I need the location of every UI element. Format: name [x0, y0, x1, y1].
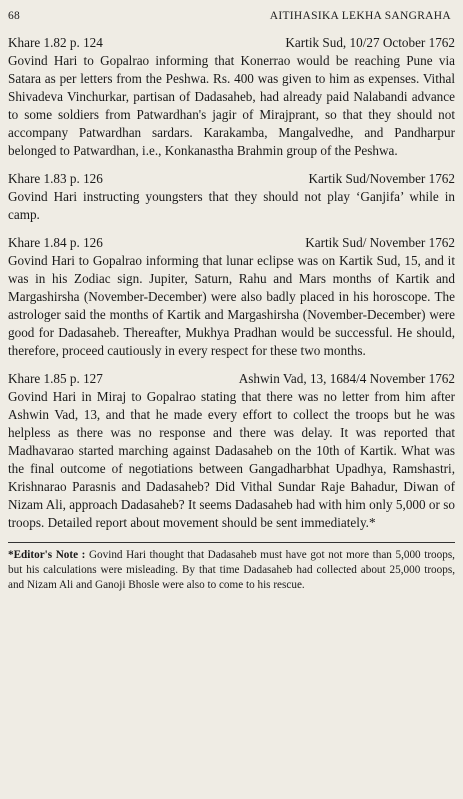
page-number: 68 — [8, 10, 21, 22]
entry-date: Kartik Sud/November 1762 — [308, 171, 455, 186]
entry-reference: Khare 1.83 p. 126 — [8, 171, 103, 186]
running-title: AITIHASIKA LEKHA SANGRAHA — [269, 10, 451, 22]
footnote-text: Govind Hari thought that Dadasaheb must have got not more than 5,000 troops, but his calculations were misleading. By that time Dadasaheb had collected about 25,000 troops, and Nizam Ali and Ganoji Bhosle were also to come to his rescue. — [8, 549, 455, 591]
entry-summary: Govind Hari to Gopalrao informing that Konerrao would be reaching Pune via Satara as per letters from the Peshwa. Rs. 400 was given to him as expenses. Vithal Shivadeva Vinchurkar, partisan of Dadasaheb, had already paid Nalabandi advance to some soldiers from Patwardhan's jagir of Mirajprant, so that they should not accompany Patwardhan sardars. Karakamba, Mangalvedhe, and Pandharpur belonged to Patwardhan, i.e., Konkanastha Brahmin group of the Peshwa. — [8, 53, 455, 158]
entry-summary: Govind Hari to Gopalrao informing that lunar eclipse was on Kartik Sud, 15, and it was in his Zodiac sign. Jupiter, Saturn, Rahu and Mars months of Kartik and Margashirsha (November-December) were also badly placed in his horoscope. The astrologer said the months of Kartik and Margashirsha (November-December) were good for Dadasaheb. Thereafter, Mukhya Pradhan would be successful. He should, therefore, proceed cautiously in every respect for these two months. — [8, 253, 455, 358]
entry-heading — [8, 370, 455, 388]
entry-reference: Khare 1.84 p. 126 — [8, 235, 103, 250]
footnote-label: *Editor's Note : — [8, 549, 86, 561]
entry-heading — [8, 170, 455, 188]
entry-heading — [8, 234, 455, 252]
entry-date: Kartik Sud/ November 1762 — [305, 235, 455, 250]
entry-summary: Govind Hari instructing youngsters that they should not play ‘Ganjifa’ while in camp. — [8, 189, 455, 222]
letter-entry — [8, 34, 455, 160]
page-header — [8, 10, 455, 22]
entry-heading — [8, 34, 455, 52]
letter-entry — [8, 234, 455, 360]
editor-footnote — [8, 548, 455, 593]
letter-entry — [8, 370, 455, 532]
entry-reference: Khare 1.82 p. 124 — [8, 35, 103, 50]
entry-reference: Khare 1.85 p. 127 — [8, 371, 103, 386]
footnote-rule — [8, 542, 455, 543]
letter-entry — [8, 170, 455, 224]
entry-summary: Govind Hari in Miraj to Gopalrao stating that there was no letter from him after Ashwin Vad, 13, and that he made every effort to collect the troops but he was helpless as there was no response and there was delay. It was reported that Madhavarao started marching against Dadasaheb on the 10th of Kartik. What was the final outcome of negotiations between Gangadharbhat Upadhya, Ramshastri, Krishnarao Parasnis and Dadasaheb? Did Vithal Sundar Raje Bahadur, Diwan of Nizam Ali, approach Dadasaheb? It seems Dadasaheb had with him only 5,000 or so troops. Detailed report about movement should be sent immediately.* — [8, 389, 455, 530]
entry-date: Kartik Sud, 10/27 October 1762 — [285, 35, 455, 50]
entry-date: Ashwin Vad, 13, 1684/4 November 1762 — [238, 371, 455, 386]
